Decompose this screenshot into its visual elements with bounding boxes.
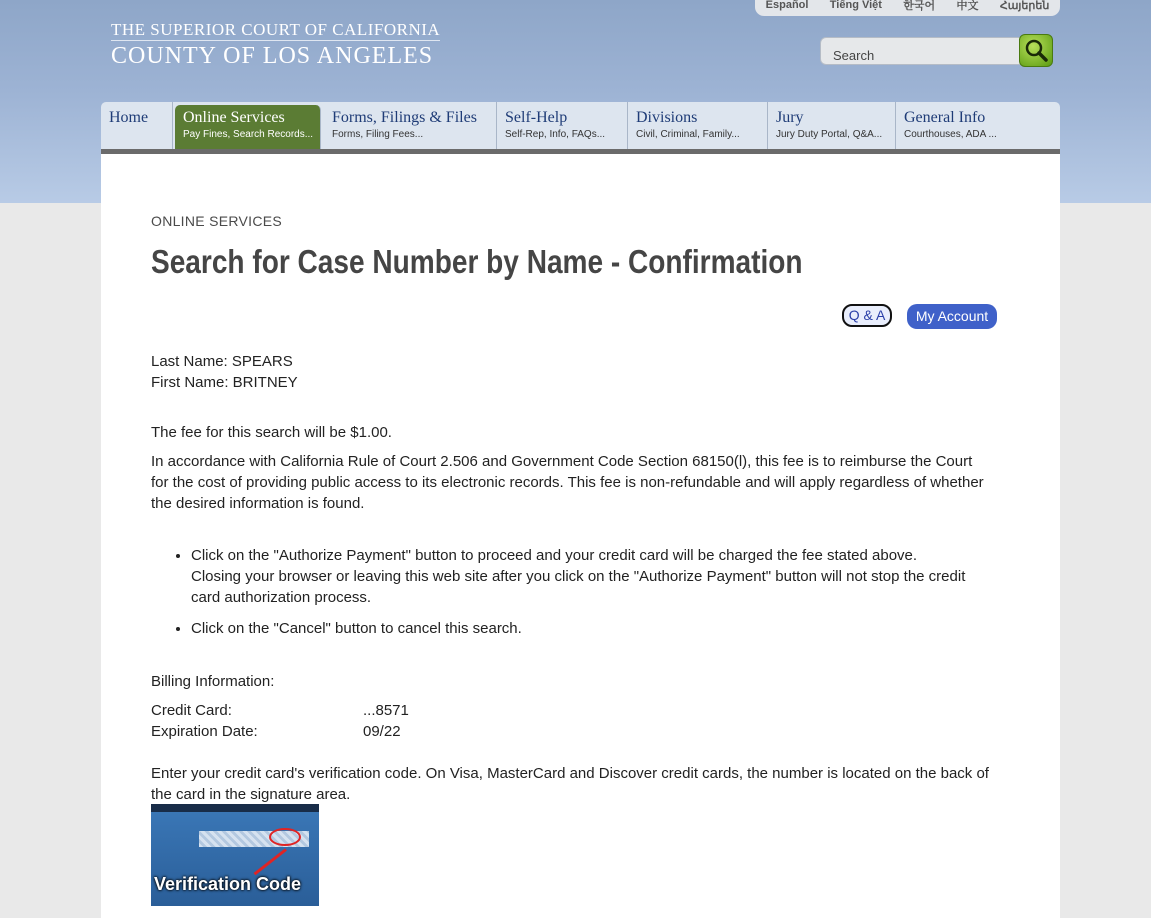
first-name: First Name: BRITNEY (151, 374, 298, 391)
search-input[interactable]: Search (820, 37, 1025, 65)
court-logo[interactable] (111, 20, 440, 70)
credit-card-label: Credit Card: (151, 702, 232, 719)
expiration-label: Expiration Date: (151, 723, 258, 740)
rule-of-court-text: In accordance with California Rule of Court 2.506 and Government Code Section 68150(l), this fee is to reimburse the Court for the cost of providing public access to its electronic records. This fee is non-refundable and will apply regardless of whether the desired information is found. (151, 453, 984, 512)
logo-line-2: COUNTY OF LOS ANGELES (111, 40, 440, 70)
verification-code-image (151, 804, 319, 906)
my-account-button[interactable]: My Account (907, 304, 997, 329)
language-link-korean[interactable]: 한국어 (903, 0, 936, 12)
last-name: Last Name: SPEARS (151, 353, 293, 370)
fee-text: The fee for this search will be $1.00. (151, 424, 392, 441)
list-item: • Click on the "Cancel" button to cancel this search. (191, 618, 971, 639)
list-item: • Click on the "Authorize Payment" button to proceed and your credit card will be charged the fee stated above. Closing your browser or leaving this web site after you click on the "Authorize Payment" button will not stop the credit card authorization process. (191, 545, 971, 608)
page-title: Search for Case Number by Name - Confirmation (151, 243, 803, 280)
main-nav (101, 102, 1060, 150)
qa-button[interactable]: Q & A (842, 304, 892, 327)
logo-line-1: THE SUPERIOR COURT OF CALIFORNIA (111, 20, 441, 39)
verification-image-label: Verification Code (154, 874, 302, 894)
expiration-value: 09/22 (363, 723, 401, 740)
nav-jury[interactable]: Jury Jury Duty Portal, Q&A... (768, 102, 896, 150)
billing-info (151, 700, 409, 742)
main-content (101, 154, 1060, 918)
language-link-armenian[interactable]: Հայերեն (999, 0, 1050, 12)
credit-card-value: ...8571 (363, 702, 409, 719)
section-label: ONLINE SERVICES (151, 213, 283, 229)
instructions-list (151, 545, 971, 649)
nav-home[interactable]: Home (101, 102, 173, 150)
search-icon (1020, 35, 1052, 66)
search-button[interactable] (1019, 34, 1053, 67)
language-link-chinese[interactable]: 中文 (956, 0, 979, 12)
nav-forms-filings-files[interactable]: Forms, Filings & Files Forms, Filing Fees... (324, 102, 497, 150)
language-link-spanish[interactable]: Español (765, 0, 809, 11)
nav-divisions[interactable]: Divisions Civil, Criminal, Family... (628, 102, 768, 150)
nav-general-info[interactable]: General Info Courthouses, ADA ... (904, 109, 997, 140)
billing-label: Billing Information: (151, 673, 275, 690)
language-link-vietnamese[interactable]: Tiếng Việt (829, 0, 882, 11)
language-bar (755, 0, 1060, 16)
nav-online-services[interactable]: Online Services Pay Fines, Search Records... (175, 105, 321, 150)
search-names (151, 351, 298, 393)
nav-self-help[interactable]: Self-Help Self-Rep, Info, FAQs... (497, 102, 628, 150)
verification-instructions: Enter your credit card's verification code. On Visa, MasterCard and Discover credit cards, the number is located on the back of the card in the signature area. (151, 765, 989, 803)
